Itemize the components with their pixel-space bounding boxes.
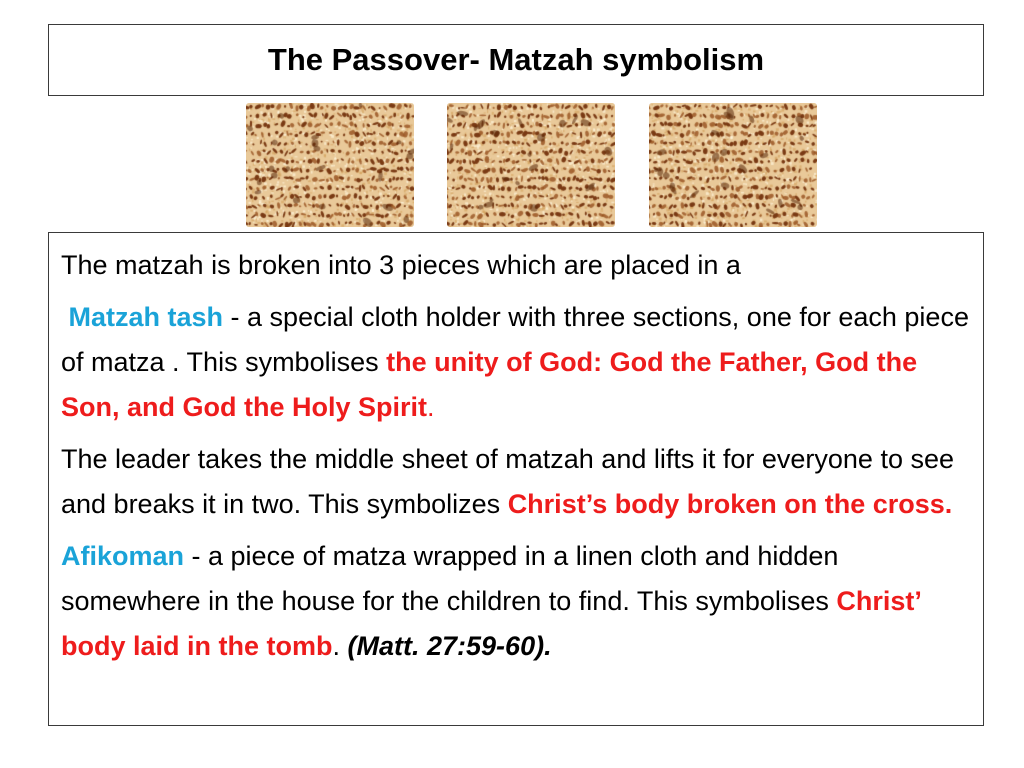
content-box — [48, 232, 984, 726]
paragraph-middle-sheet — [61, 437, 969, 527]
emphasis-unity: the unity of God: God the Father, God the Son, and God the Holy Spirit — [61, 347, 918, 422]
afikoman-separator: . — [332, 631, 348, 661]
matzah-image-1 — [246, 103, 414, 227]
title-box — [48, 24, 984, 96]
emphasis-tomb: Christ’ body laid in the tomb — [61, 586, 921, 661]
slide-title: The Passover- Matzah symbolism — [267, 42, 765, 77]
term-afikoman: Afikoman — [61, 541, 185, 571]
emphasis-unity-end: . — [427, 392, 435, 422]
paragraph-intro — [61, 243, 969, 288]
paragraph-afikoman — [61, 534, 969, 669]
middle-sheet-text: The leader takes the middle sheet of matzah and lifts it for everyone to see and breaks it in two. This symbolizes — [61, 444, 954, 519]
paragraph-matzah-tash — [61, 295, 969, 430]
matzah-image-3 — [649, 103, 817, 227]
matzah-tash-text: - a special cloth holder with three sections, one for each piece of matza . This symbolises — [61, 302, 969, 377]
afikoman-text: - a piece of matza wrapped in a linen cloth and hidden somewhere in the house for the children to find. This symbolises — [61, 541, 839, 616]
emphasis-broken-body: Christ’s body broken on the cross. — [507, 489, 953, 519]
intro-text: The matzah is broken into 3 pieces which are placed in a — [61, 250, 741, 280]
scripture-reference: (Matt. 27:59-60). — [347, 631, 552, 661]
term-matzah-tash: Matzah tash — [68, 302, 224, 332]
matzah-image-2 — [447, 103, 615, 227]
